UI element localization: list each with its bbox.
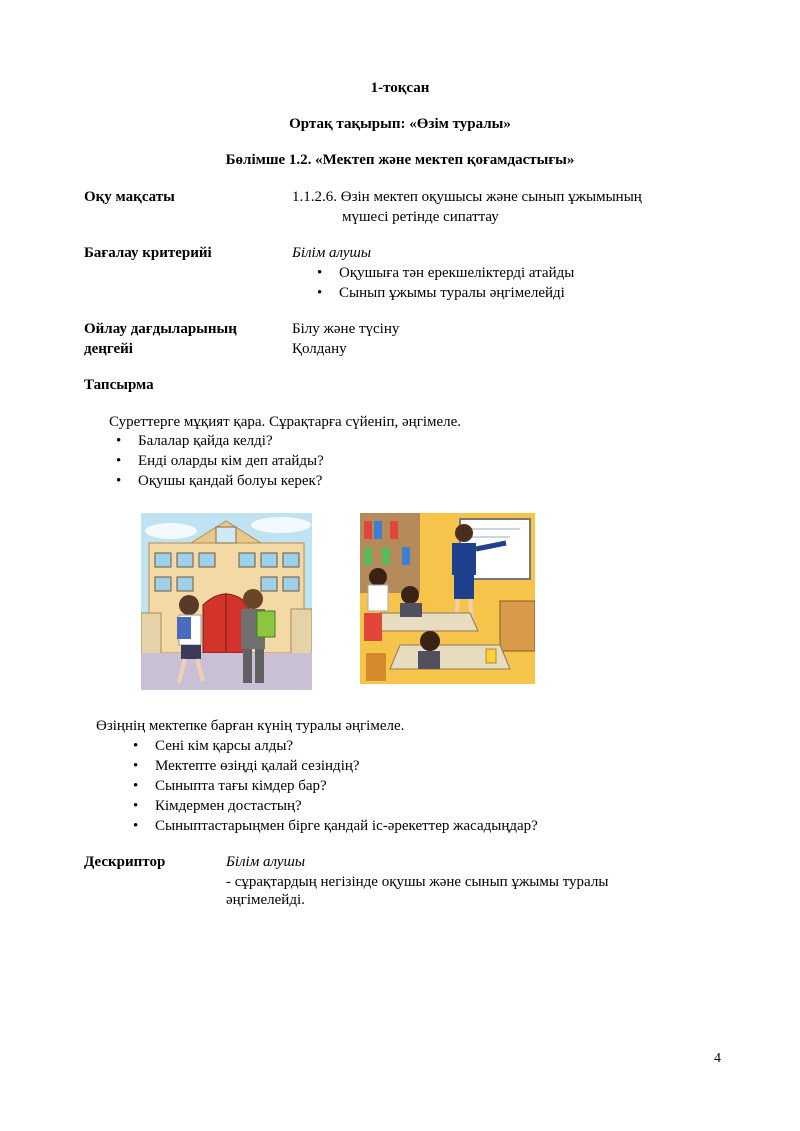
second-question: • Мектепте өзіңді қалай сезіндің? [155,756,360,776]
section-heading: Бөлімше 1.2. «Мектеп және мектеп қоғамдастығы» [225,152,575,168]
second-question: • Сені кім қарсы алды? [155,736,293,756]
task-question: • Енді оларды кім деп атайды? [138,451,324,471]
thinking-label-line2: деңгейі [84,341,133,357]
thinking-level: Қолдану [292,341,347,357]
objective-label: Оқу мақсаты [84,189,175,205]
second-question: • Кімдермен достастың? [155,796,302,816]
second-question: • Сыныптастарыңмен бірге қандай іс-әрекеттер жасадыңдар? [155,816,538,836]
criteria-label: Бағалау критерийі [84,245,212,261]
thinking-level: Білу және түсіну [292,321,400,337]
theme-heading: Ортақ тақырып: «Өзім туралы» [289,116,511,132]
task-intro: Суреттерге мұқият қара. Сұрақтарға сүйеніп, әңгімеле. [109,414,462,430]
school-entrance-illustration [141,513,312,690]
quarter-heading: 1-тоқсан [370,80,430,96]
task-question: • Оқушы қандай болуы керек? [138,471,322,491]
descriptor-line2: әңгімелейді. [226,892,305,908]
task-question: • Балалар қайда келді? [138,431,273,451]
second-intro: Өзіңнің мектепке барған күнің туралы әңгімеле. [96,718,405,734]
page-number: 4 [714,1051,721,1066]
criteria-item: • Оқушыға тән ерекшеліктерді атайды [339,263,574,283]
second-question: • Сыныпта тағы кімдер бар? [155,776,327,796]
criteria-learner: Білім алушы [292,245,372,261]
criteria-item: • Сынып ұжымы туралы әңгімелейді [339,283,565,303]
descriptor-learner: Білім алушы [226,854,306,870]
thinking-label-line1: Ойлау дағдыларының [84,321,237,337]
objective-text-line2: мүшесі ретінде сипаттау [342,209,499,225]
classroom-illustration [360,513,535,684]
descriptor-label: Дескриптор [84,854,166,870]
task-label: Тапсырма [84,377,154,393]
objective-text-line1: 1.1.2.6. Өзін мектеп оқушысы және сынып ұжымының [292,189,642,205]
descriptor-line1: - сұрақтардың негізінде оқушы және сынып ұжымы туралы [226,874,609,890]
